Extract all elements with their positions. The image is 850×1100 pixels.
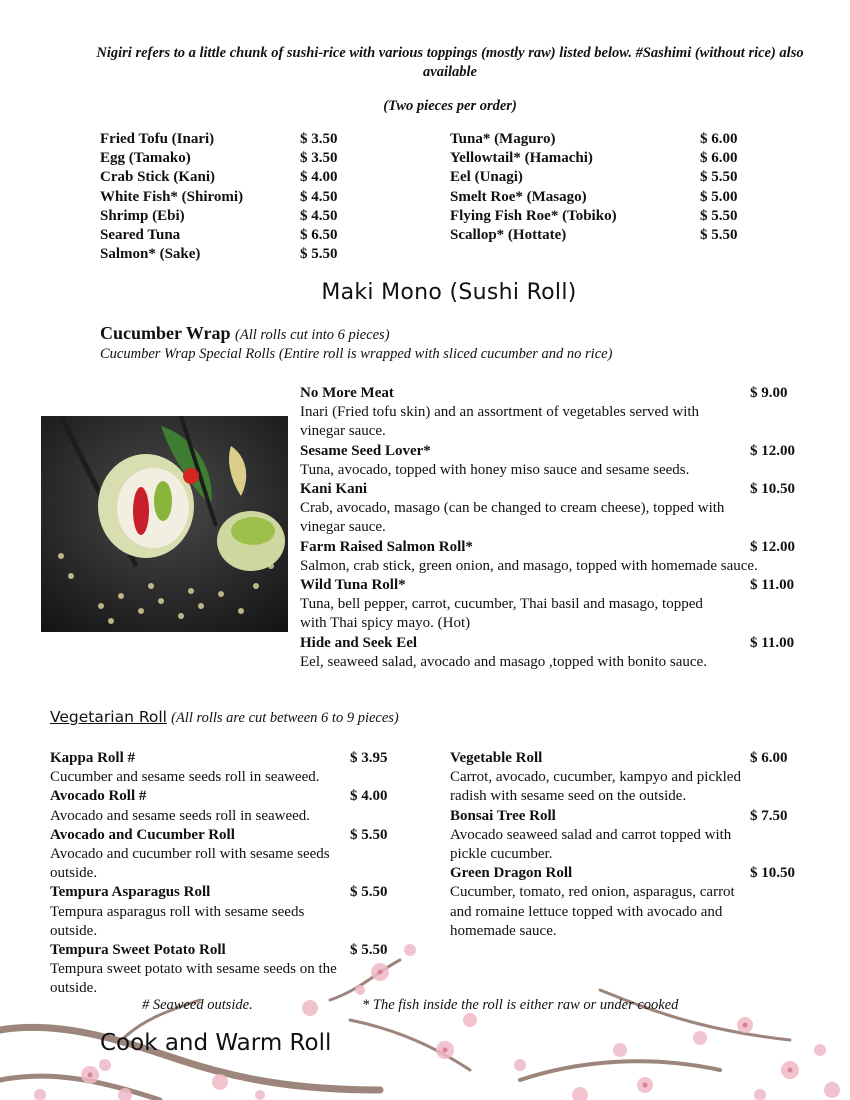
menu-item-name: Wild Tuna Roll* [300,576,406,593]
menu-item-price: $ 5.50 [350,826,388,843]
menu-item-desc: Tempura sweet potato with sesame seeds on the outside. [50,961,337,997]
nigiri-item-name: Crab Stick (Kani) [100,169,216,186]
menu-item-name: Kappa Roll # [50,750,136,766]
nigiri-item-name: Seared Tuna [100,226,181,243]
cucumber-wrap-items [300,384,800,672]
menu-item-desc: Eel, seaweed salad, avocado and masago ,topped with bonito sauce. [300,653,707,670]
menu-item-desc: Salmon, crab stick, green onion, and masago, topped with homemade sauce. [300,557,758,574]
menu-item [450,864,820,941]
nigiri-item [100,226,360,245]
menu-item-desc: Cucumber, tomato, red onion, asparagus, carrot and romaine lettuce topped with avocado and homemade sauce. [450,884,735,939]
nigiri-item [100,168,360,187]
menu-item [50,941,400,999]
nigiri-item-price: $ 5.50 [700,169,738,186]
menu-item-price: $ 10.50 [750,865,795,882]
nigiri-item-price: $ 6.00 [700,131,738,147]
menu-item-name: Sesame Seed Lover* [300,442,431,459]
menu-item-price: $ 12.00 [750,442,795,459]
cucumber-wrap-title: Cucumber Wrap [100,323,231,343]
cucumber-roll-photo [41,416,288,632]
nigiri-item-name: White Fish* (Shiromi) [100,188,244,205]
nigiri-item-price: $ 6.00 [700,150,738,167]
menu-item [300,576,800,634]
nigiri-item-name: Tuna* (Maguro) [450,131,556,147]
menu-item-name: No More Meat [300,385,394,401]
menu-item-desc: Avocado and cucumber roll with sesame seeds outside. [50,845,330,882]
nigiri-item-name: Flying Fish Roe* (Tobiko) [450,207,617,224]
menu-item [50,787,400,825]
menu-item [450,749,820,807]
vegetarian-items-left [50,749,400,999]
nigiri-item-price: $ 5.50 [300,246,338,263]
nigiri-item [450,168,750,187]
nigiri-item [100,245,360,264]
menu-item [300,538,800,576]
vegetarian-title: Vegetarian Roll [50,708,167,726]
nigiri-item-name: Eel (Unagi) [450,169,523,186]
vegetarian-items-right [450,749,820,941]
menu-item-price: $ 11.00 [750,634,795,651]
menu-item-name: Kani Kani [300,480,368,497]
nigiri-item-price: $ 3.50 [300,150,338,167]
cucumber-wrap-heading [100,323,390,344]
menu-item-desc: Tuna, avocado, topped with honey miso sauce and sesame seeds. [300,461,690,478]
nigiri-item [100,188,360,207]
menu-item-name: Hide and Seek Eel [300,634,418,651]
nigiri-item-name: Yellowtail* (Hamachi) [450,150,593,167]
maki-mono-heading: Maki Mono (Sushi Roll) [321,280,577,305]
nigiri-item [100,130,360,149]
menu-item-price: $ 4.00 [350,788,388,805]
nigiri-item-name: Fried Tofu (Inari) [100,131,215,147]
menu-item [50,883,400,941]
menu-item-desc: Tuna, bell pepper, carrot, cucumber, Thai basil and masago, topped with Thai spicy mayo. (Hot) [300,596,703,632]
nigiri-item-name: Scallop* (Hottate) [450,226,567,243]
menu-item [300,480,800,538]
nigiri-item-price: $ 4.50 [300,207,338,224]
menu-item [300,384,800,442]
nigiri-intro: Nigiri refers to a little chunk of sushi-rice with various toppings (mostly raw) listed below. #Sashimi (without rice) also available [96,45,804,80]
menu-item-name: Avocado Roll # [50,788,147,805]
nigiri-item-price: $ 5.50 [700,226,738,243]
menu-item-desc: Carrot, avocado, cucumber, kampyo and pickled radish with sesame seed on the outside. [450,769,741,805]
nigiri-item [450,188,750,207]
menu-item [50,749,400,787]
menu-item-price: $ 11.00 [750,576,795,593]
cucumber-wrap-subtitle: Cucumber Wrap Special Rolls (Entire roll is wrapped with sliced cucumber and no rice) [100,346,613,362]
nigiri-item-price: $ 4.50 [300,188,338,205]
menu-item-price: $ 6.00 [750,750,788,766]
menu-item-name: Bonsai Tree Roll [450,807,556,824]
menu-item-price: $ 5.50 [350,941,388,958]
two-pieces-note: (Two pieces per order) [383,98,517,114]
nigiri-item-name: Salmon* (Sake) [100,246,201,263]
vegetarian-heading [50,707,399,727]
nigiri-item [450,226,750,245]
menu-item-name: Avocado and Cucumber Roll [50,826,235,843]
menu-item-name: Vegetable Roll [450,750,543,766]
menu-item-price: $ 3.95 [350,750,388,766]
menu-item-price: $ 9.00 [750,385,788,401]
nigiri-item-price: $ 5.50 [700,207,738,224]
footnote-seaweed: # Seaweed outside. [142,997,253,1013]
nigiri-item [450,130,750,149]
menu-item-desc: Avocado seaweed salad and carrot topped with pickle cucumber. [450,826,732,862]
menu-item-name: Tempura Sweet Potato Roll [50,941,226,958]
menu-item-price: $ 10.50 [750,480,795,497]
menu-item-price: $ 7.50 [750,807,788,824]
nigiri-item-price: $ 5.00 [700,188,738,205]
nigiri-item-name: Smelt Roe* (Masago) [450,188,587,205]
menu-item-price: $ 5.50 [350,884,388,901]
nigiri-item [450,149,750,168]
menu-item-desc: Tempura asparagus roll with sesame seeds outside. [50,903,305,939]
nigiri-item-price: $ 4.00 [300,169,338,186]
menu-item-desc: Crab, avocado, masago (can be changed to cream cheese), topped with vinegar sauce. [300,500,725,536]
menu-item-name: Green Dragon Roll [450,865,573,882]
nigiri-item [100,207,360,226]
menu-item [300,634,800,672]
menu-item [50,826,400,884]
cucumber-wrap-note: (All rolls cut into 6 pieces) [235,327,390,343]
menu-item [450,807,820,865]
nigiri-item [450,207,750,226]
menu-item-name: Farm Raised Salmon Roll* [300,538,473,555]
nigiri-item-name: Egg (Tamako) [100,150,191,167]
menu-item-desc: Inari (Fried tofu skin) and an assortment of vegetables served with vinegar sauce. [300,404,700,440]
nigiri-list-right [450,130,750,245]
footnote-raw-fish: * The fish inside the roll is either raw or under cooked [362,997,679,1013]
menu-item [300,442,800,480]
nigiri-item-price: $ 6.50 [300,226,338,243]
nigiri-item [100,149,360,168]
nigiri-item-price: $ 3.50 [300,131,338,147]
nigiri-item-name: Shrimp (Ebi) [100,207,185,224]
menu-item-name: Tempura Asparagus Roll [50,884,211,901]
menu-item-desc: Avocado and sesame seeds roll in seaweed. [50,807,311,824]
menu-item-desc: Cucumber and sesame seeds roll in seaweed. [50,769,320,786]
menu-item-price: $ 12.00 [750,538,795,555]
nigiri-list-left [100,130,360,264]
vegetarian-note: (All rolls are cut between 6 to 9 pieces) [171,710,399,726]
cook-warm-heading: Cook and Warm Roll [100,1030,332,1056]
